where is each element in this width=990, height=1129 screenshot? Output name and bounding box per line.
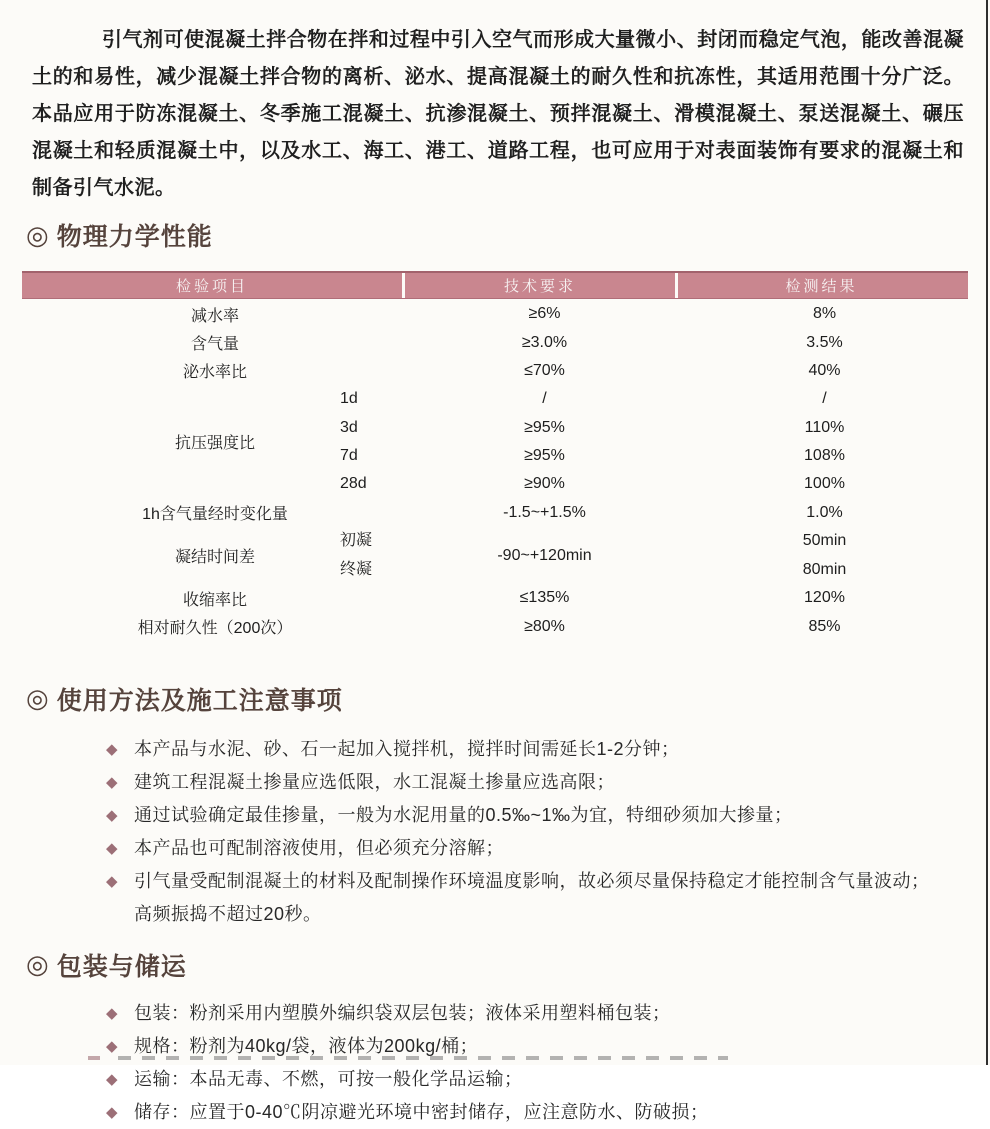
group-results-column (681, 385, 968, 499)
group-sub-label: 终凝 (340, 560, 373, 578)
row-result: 40% (808, 361, 841, 379)
row-requirement: / (542, 390, 547, 408)
table-row (22, 357, 968, 385)
row-result: 50min (802, 532, 847, 550)
list-item (22, 997, 970, 1030)
row-requirement: -1.5~+1.5% (503, 503, 586, 521)
row-requirement: ≥80% (524, 617, 565, 635)
row-requirement: ≤135% (519, 589, 570, 607)
section-marker-icon: ◎ (26, 219, 50, 250)
list-item (22, 865, 970, 931)
row-requirement: ≥3.0% (521, 333, 568, 351)
section-marker-icon: ◎ (26, 949, 50, 980)
table-header-item: 检验项目 (22, 273, 405, 298)
performance-table (22, 271, 968, 641)
section-title-packing: 包装与储运 (56, 952, 187, 981)
row-item-label: 含气量 (190, 336, 239, 354)
diamond-bullet-icon (88, 1056, 100, 1060)
table-group-setting-time (22, 527, 968, 584)
diamond-bullet-icon: ◆ (106, 740, 118, 758)
row-requirement: ≥6% (528, 305, 561, 323)
row-result: 120% (804, 589, 845, 607)
group-requirements-column (408, 527, 681, 584)
row-requirement: -90~+120min (497, 546, 592, 564)
list-item (22, 766, 970, 799)
scan-edge-line (986, 0, 988, 1065)
section-heading-packing (26, 947, 970, 983)
row-item-label: 1h含气量经时变化量 (142, 506, 288, 524)
group-requirements-column (408, 385, 681, 499)
row-item-label: 相对耐久性（200次） (137, 620, 293, 637)
table-row (22, 612, 968, 640)
list-item (22, 1063, 970, 1096)
row-result: 1.0% (806, 503, 843, 521)
row-result: 85% (808, 617, 841, 635)
list-item (22, 832, 970, 865)
section-marker-icon: ◎ (26, 683, 50, 714)
diamond-bullet-icon: ◆ (106, 839, 118, 857)
group-label: 抗压强度比 (174, 435, 255, 453)
group-sub-label: 28d (340, 475, 367, 493)
text-fragment-line (118, 1056, 728, 1060)
list-item (22, 799, 970, 832)
group-label-column (22, 385, 408, 499)
table-group-compressive-strength (22, 385, 968, 499)
intro-paragraph: 引气剂可使混凝土拌合物在拌和过程中引入空气而形成大量微小、封闭而稳定气泡，能改善混凝土的和易性，减少混凝土拌合物的离析、泌水、提高混凝土的耐久性和抗冻性，其适用范围十分广泛。本品应用于防冻混凝土、冬季施工混凝土、抗渗混凝土、预拌混凝土、滑模混凝土、泵送混凝土、碾压混凝土和轻质混凝土中，以及水工、海工、港工、道路工程，也可应用于对表面装饰有要求的混凝土和制备引气水泥。 (32, 29, 964, 199)
usage-bullet-list (22, 733, 970, 931)
diamond-bullet-icon: ◆ (106, 872, 118, 890)
table-body (22, 299, 968, 641)
list-item (22, 733, 970, 766)
table-row (22, 328, 968, 356)
list-item-text: 运输：本品无毒、不燃，可按一般化学品运输； (134, 1068, 523, 1089)
table-header-requirement: 技术要求 (405, 273, 678, 298)
row-result: 3.5% (806, 333, 843, 351)
row-item-label: 减水率 (190, 307, 239, 325)
diamond-bullet-icon: ◆ (106, 1004, 118, 1022)
section-title-usage: 使用方法及施工注意事项 (56, 686, 343, 715)
section-heading-physical (26, 217, 970, 253)
list-item-text: 规格：粉剂为40kg/袋，液体为200kg/桶； (134, 1035, 479, 1056)
group-sub-label: 3d (340, 418, 358, 436)
group-sub-label: 初凝 (340, 532, 373, 550)
group-label: 凝结时间差 (174, 549, 255, 567)
row-result: 8% (812, 305, 837, 323)
section-title-physical: 物理力学性能 (56, 223, 213, 251)
row-result: 100% (804, 475, 845, 493)
group-sub-label: 1d (340, 390, 358, 408)
table-row (22, 300, 968, 328)
table-row (22, 499, 968, 527)
row-result: 80min (802, 560, 847, 578)
section-heading-usage (26, 681, 970, 717)
table-header-row (22, 271, 968, 299)
row-result: / (822, 390, 827, 408)
diamond-bullet-icon: ◆ (106, 1070, 118, 1088)
list-item-text: 引气量受配制混凝土的材料及配制操作环境温度影响，故必须尽量保持稳定才能控制含气量波动；高频振捣不超过20秒。 (134, 870, 930, 924)
list-item (22, 1096, 970, 1129)
diamond-bullet-icon: ◆ (106, 1103, 118, 1121)
table-header-result: 检测结果 (785, 278, 858, 295)
row-item-label: 收缩率比 (182, 591, 247, 609)
list-item-text: 通过试验确定最佳掺量，一般为水泥用量的0.5‰~1‰为宜，特细砂须加大掺量； (134, 804, 793, 825)
list-item-text: 本产品与水泥、砂、石一起加入搅拌机，搅拌时间需延长1-2分钟； (134, 738, 680, 759)
row-result: 108% (804, 446, 845, 464)
row-requirement: ≥90% (524, 475, 565, 493)
row-requirement: ≥95% (524, 446, 565, 464)
list-item-text: 包装：粉剂采用内塑膜外编织袋双层包装；液体采用塑料桶包装； (134, 1002, 671, 1023)
table-row (22, 584, 968, 612)
group-label-column (22, 527, 408, 584)
row-result: 110% (804, 418, 845, 436)
row-requirement: ≥95% (524, 418, 565, 436)
list-item-text: 本产品也可配制溶液使用，但必须充分溶解； (134, 837, 504, 858)
cutoff-text-fragment (88, 1056, 728, 1065)
group-sub-label: 7d (340, 446, 358, 464)
group-results-column (681, 527, 968, 584)
row-requirement: ≤70% (524, 361, 565, 379)
list-item-text: 建筑工程混凝土掺量应选低限，水工混凝土掺量应选高限； (134, 771, 615, 792)
list-item-text: 储存：应置于0-40℃阴凉避光环境中密封储存，应注意防水、防破损； (134, 1101, 709, 1122)
row-item-label: 泌水率比 (182, 364, 247, 382)
diamond-bullet-icon: ◆ (106, 806, 118, 824)
diamond-bullet-icon: ◆ (106, 773, 118, 791)
diamond-bullet-icon: ◆ (106, 1037, 118, 1055)
